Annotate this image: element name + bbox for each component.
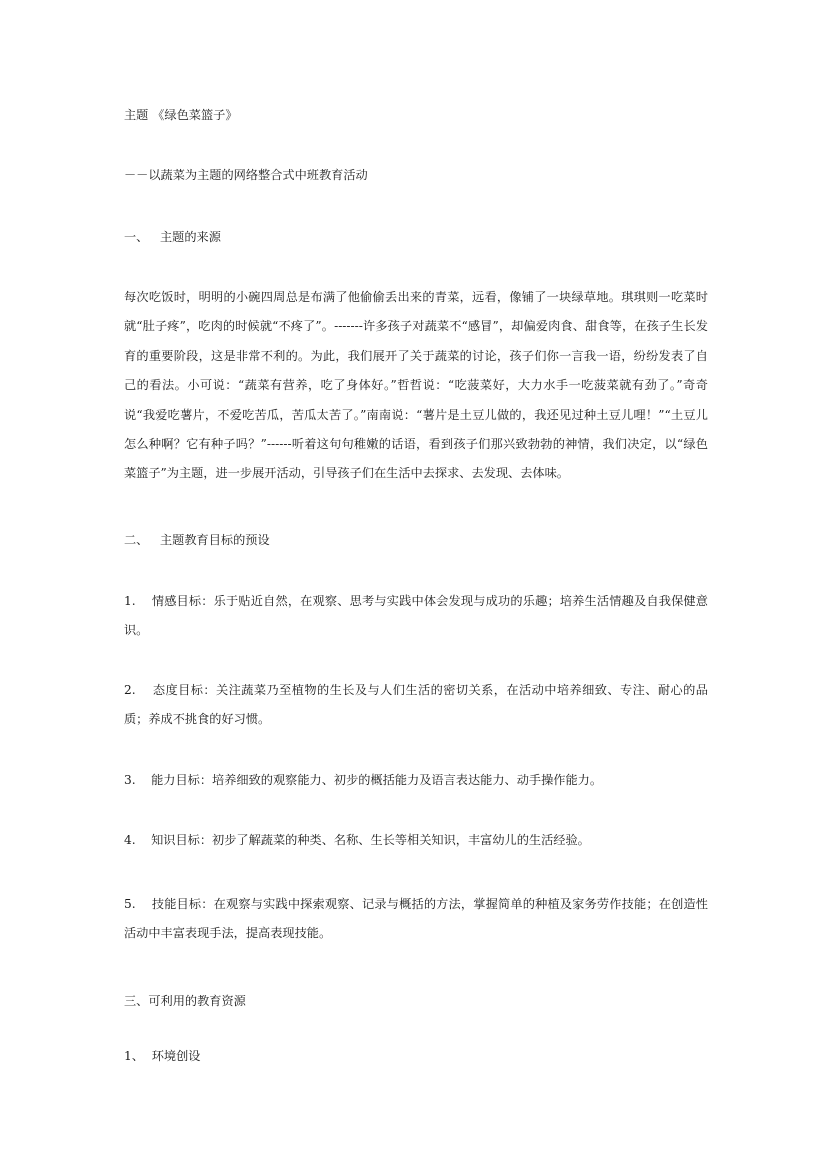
section-1-body: 每次吃饭时，明明的小碗四周总是布满了他偷偷丢出来的青菜，远看，像铺了一块绿草地。琪琪则一吃菜时就“肚子疼”，吃肉的时候就“不疼了”。-------许多孩子对蔬菜不“感冒”，却偏爱肉食、甜食等，在孩子生长发育的重要阶段，这是非常不利的。为此，我们展开了关于蔬菜的讨论，孩子们你一言我一语，纷纷发表了自己的看法。小可说：“蔬菜有营养，吃了身体好。”哲哲说：“吃菠菜好，大力水手一吃菠菜就有劲了。”奇奇说“我爱吃薯片，不爱吃苦瓜，苦瓜太苦了。”南南说：“薯片是土豆儿做的，我还见过种土豆儿哩！”“土豆儿怎么种啊？它有种子吗？”------听着这句句稚嫩的话语，看到孩子们那兴致勃勃的神情，我们决定，以“绿色菜篮子”为主题，进一步展开活动，引导孩子们在生活中去探求、去发现、去体味。 (124, 290, 708, 481)
document-subtitle: －－以蔬菜为主题的网络整合式中班教育活动 (124, 168, 368, 182)
section-3-heading: 三、可利用的教育资源 (124, 994, 246, 1008)
goal-item-1: 1. 情感目标：乐于贴近自然，在观察、思考与实践中体会发现与成功的乐趣；培养生活情趣及自我保健意识。 (124, 594, 708, 638)
goal-item-3: 3. 能力目标：培养细致的观察能力、初步的概括能力及语言表达能力、动手操作能力。 (124, 773, 603, 787)
section-1-heading: 一、 主题的来源 (124, 230, 221, 244)
document-title: 主题 《绿色菜篮子》 (124, 108, 238, 122)
goal-item-5: 5. 技能目标：在观察与实践中探索观察、记录与概括的方法，掌握简单的种植及家务劳作技能；在创造性活动中丰富表现手法，提高表现技能。 (124, 897, 708, 941)
section-2-heading: 二、 主题教育目标的预设 (124, 533, 270, 547)
goal-item-2: 2. 态度目标：关注蔬菜乃至植物的生长及与人们生活的密切关系，在活动中培养细致、专注、耐心的品质；养成不挑食的好习惯。 (124, 683, 708, 727)
goal-item-4: 4. 知识目标：初步了解蔬菜的种类、名称、生长等相关知识，丰富幼儿的生活经验。 (124, 833, 590, 847)
section-3-subheading: 1、 环境创设 (124, 1049, 201, 1063)
